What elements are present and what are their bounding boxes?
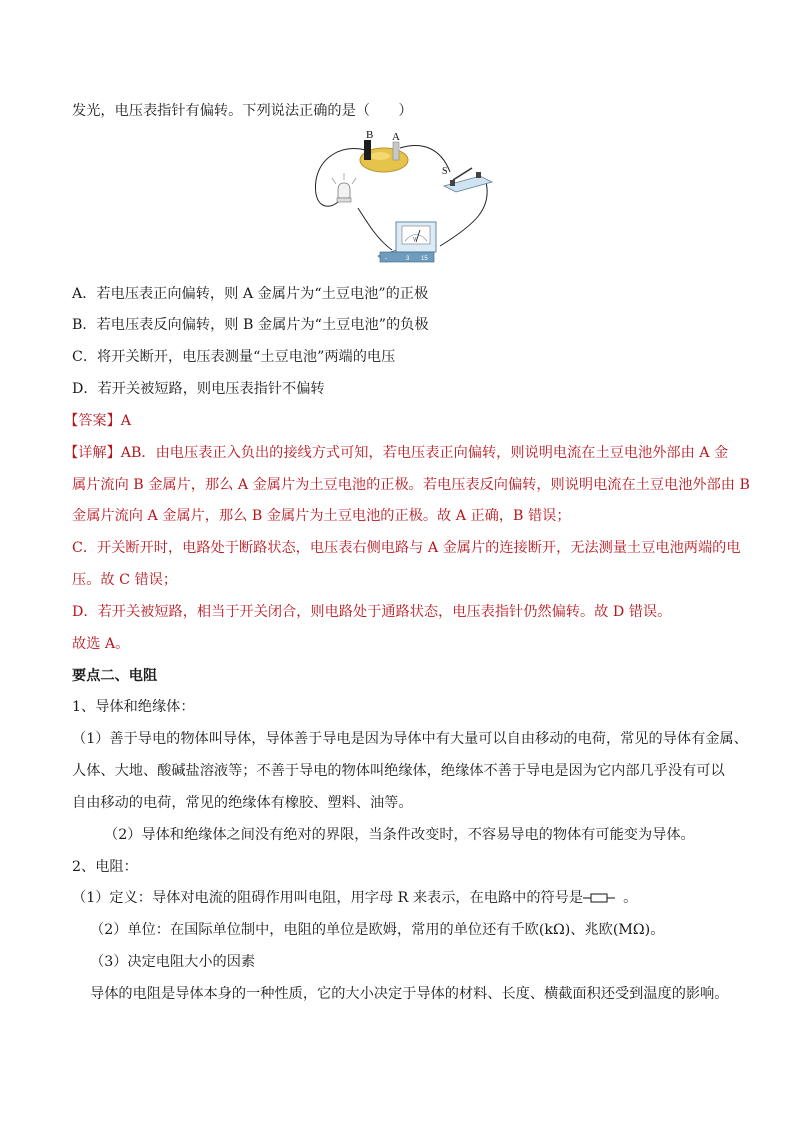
metal-plate-a xyxy=(393,142,399,160)
detail-conclusion: 故选 A。 xyxy=(72,636,130,652)
item1-p1-line1: （1）善于导电的物体叫导体，导体善于导电是因为导体中有大量可以自由移动的电荷，常见的导体有金属、 xyxy=(72,731,748,747)
detail-line-5: 压。故 C 错误； xyxy=(72,572,178,588)
label-s: S xyxy=(442,166,448,177)
option-d: D．若开关被短路，则电压表指针不偏转 xyxy=(72,381,325,397)
led-bulb xyxy=(332,173,356,202)
option-c: C．将开关断开，电压表测量“土豆电池”两端的电压 xyxy=(72,349,396,365)
answer-label: 【答案】 xyxy=(64,413,121,429)
option-a: A．若电压表正向偏转，则 A 金属片为“土豆电池”的正极 xyxy=(72,286,429,302)
item1-p1-line2: 人体、大地、酸碱盐溶液等；不善于导电的物体叫绝缘体，绝缘体不善于导电是因为它内部几乎没有可以 xyxy=(72,763,725,779)
detail-line-1: 【详解】AB．由电压表正入负出的接线方式可知，若电压表正向偏转，则说明电流在土豆电池外部由 A 金 xyxy=(64,445,729,461)
wire-bulb-to-meter xyxy=(358,208,392,250)
potato-battery-circuit-figure xyxy=(300,128,500,274)
meter-label: V xyxy=(413,237,417,243)
item2-title: 2、电阻： xyxy=(72,859,138,875)
item1-p2: （2）导体和绝缘体之间没有绝对的界限，当条件改变时，不容易导电的物体有可能变为导体。 xyxy=(104,827,695,843)
label-a: A xyxy=(392,131,400,143)
answer-line xyxy=(64,411,131,431)
metal-plate-b xyxy=(364,140,371,160)
detail-line-3: 金属片流向 A 金属片，那么 B 金属片为土豆电池的正极。故 A 正确，B 错误； xyxy=(72,508,571,524)
terminal-3: 3 xyxy=(406,256,410,262)
detail-line-6: D．若开关被短路，相当于开关闭合，则电路处于通路状态，电压表指针仍然偏转。故 D 错误。 xyxy=(72,604,672,620)
detail-label: 【详解】 xyxy=(64,445,121,461)
detail-line-2: 属片流向 B 金属片，那么 A 金属片为土豆电池的正极。若电压表反向偏转，则说明电流在土豆电池外部由 B xyxy=(72,477,750,493)
item2-factor-title: （3）决定电阻大小的因素 xyxy=(90,954,256,970)
section-heading: 要点二、电阻 xyxy=(72,668,158,684)
resistor-symbol xyxy=(583,891,617,905)
question-stem: 发光，电压表指针有偏转。下列说法正确的是（ ） xyxy=(72,103,413,119)
potato-highlight xyxy=(370,152,390,160)
terminal-neg: - xyxy=(385,256,387,262)
label-b: B xyxy=(366,129,374,141)
item1-title: 1、导体和绝缘体： xyxy=(72,699,195,715)
option-b: B．若电压表反向偏转，则 B 金属片为“土豆电池”的负极 xyxy=(72,317,429,333)
terminal-15: 15 xyxy=(421,256,428,262)
item2-factor-text: 导体的电阻是导体本身的一种性质，它的大小决定于导体的材料、长度、横截面积还受到温度的影响。 xyxy=(90,986,729,1002)
voltmeter xyxy=(378,222,436,262)
item1-p1-line3: 自由移动的电荷，常见的绝缘体有橡胶、塑料、油等。 xyxy=(72,795,413,811)
circuit-diagram xyxy=(300,128,500,274)
item2-unit: （2）单位：在国际单位制中，电阻的单位是欧姆，常用的单位还有千欧(kΩ)、兆欧(MΩ)。 xyxy=(90,922,665,938)
item2-def: （1）定义：导体对电流的阻碍作用叫电阻，用字母 R 来表示，在电路中的符号是 。 xyxy=(72,890,638,906)
detail-line-4: C．开关断开时，电路处于断路状态，电压表右侧电路与 A 金属片的连接断开，无法测量土豆电池两端的电 xyxy=(72,540,741,556)
wire-switch-to-meter xyxy=(440,182,487,246)
answer-value: A xyxy=(120,413,132,429)
